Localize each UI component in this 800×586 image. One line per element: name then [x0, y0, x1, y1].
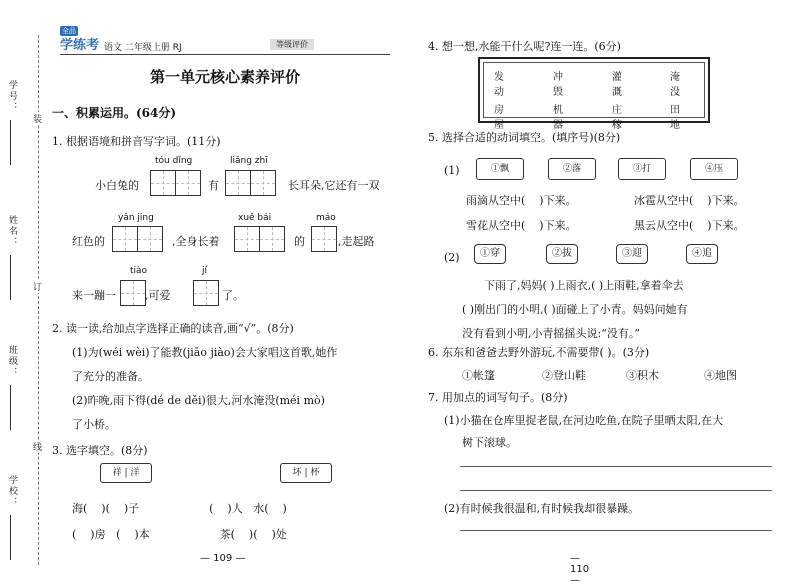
text: (: [72, 528, 77, 541]
text: )处: [271, 528, 287, 541]
q2-line: (2)昨晚,雨下得(dé de děi)很大,河水淹没(méi mò): [72, 394, 325, 407]
q1-stem: 1. 根据语境和拼音写字词。(11分): [52, 135, 221, 148]
section-heading: 一、积累运用。(64分): [52, 106, 177, 120]
text: )下来。: [539, 194, 577, 207]
text: ,走起路: [338, 235, 375, 248]
q5-passage: ( )刚出门的小明,( )面碰上了小青。妈妈问她有: [462, 303, 688, 316]
text: (: [209, 502, 214, 515]
match-word[interactable]: 田地: [670, 105, 680, 131]
q4-stem: 4. 想一想,水能干什么呢?连一连。(6分): [428, 40, 621, 53]
verb-tag: ③迎: [616, 244, 648, 264]
text: ): [282, 502, 287, 515]
match-word[interactable]: 庄稼: [612, 105, 622, 131]
pinyin: xuě bái: [238, 213, 272, 223]
cut-mark: 线: [33, 440, 42, 453]
q2-line: 了充分的准备。: [72, 370, 149, 383]
match-word[interactable]: 机器: [553, 105, 563, 131]
text: 小白兔的: [95, 179, 139, 192]
q7-stem: 7. 用加点的词写句子。(8分): [428, 391, 568, 404]
text: ,可爱: [145, 289, 171, 302]
grade-tag: 等级评价: [270, 39, 314, 50]
text: 长耳朵,它还有一双: [288, 179, 380, 192]
text: ,全身长着: [172, 235, 220, 248]
verb-scroll: ①飘: [476, 158, 524, 180]
page-number: — 110 —: [570, 553, 590, 586]
q5-sentence: [634, 217, 745, 233]
text: )人: [227, 502, 243, 515]
book-info: 语文 二年级上册 RJ: [104, 43, 182, 53]
text: 茶(: [219, 528, 235, 541]
pinyin: liǎng zhī: [230, 156, 268, 166]
pinyin: jí: [202, 266, 208, 276]
text: 有: [208, 179, 219, 192]
text: (: [116, 528, 121, 541]
text: )(: [248, 528, 258, 541]
text: 红色的: [72, 235, 105, 248]
match-word[interactable]: 发动: [494, 72, 504, 98]
pinyin: yǎn jing: [118, 213, 154, 223]
verb-tag: ②拔: [546, 244, 578, 264]
option[interactable]: ①帐篷: [462, 369, 495, 382]
text: )下来。: [707, 219, 745, 232]
text: 海(: [72, 502, 88, 515]
text: 来一蹦一: [72, 289, 116, 302]
logo-top-text: 全品: [62, 27, 76, 35]
char: 杯: [310, 468, 320, 478]
cut-mark: 订: [33, 280, 42, 293]
char: 祥: [112, 468, 122, 478]
text: )本: [134, 528, 150, 541]
q5-stem: 5. 选择合适的动词填空。(填序号)(8分): [428, 131, 621, 144]
pinyin: tóu dǐng: [155, 156, 193, 166]
pinyin: tiào: [130, 266, 148, 276]
logo-main-text: 学练考: [60, 38, 100, 53]
text: )子: [123, 502, 140, 515]
text: )下来。: [539, 219, 577, 232]
q5-passage: 没有看到小明,小青摇摇头说:“没有。”: [462, 327, 640, 340]
q2-line: 了小桥。: [72, 418, 116, 431]
q7-sentence: 树下滚球。: [462, 436, 517, 449]
q5-sentence: [466, 217, 577, 233]
answer-line[interactable]: [460, 530, 772, 531]
text: 雪花从空中(: [466, 219, 526, 232]
q7-sentence: (1)小猫在仓库里捉老鼠,在河边吃鱼,在院子里晒太阳,在大: [444, 414, 724, 427]
text: 黑云从空中(: [634, 219, 694, 232]
q5-passage: 下雨了,妈妈( )上雨衣,( )上雨鞋,拿着伞去: [484, 279, 684, 292]
char-pair-scroll: 祥 | 洋: [100, 463, 152, 483]
verb-tag: ①穿: [474, 244, 506, 264]
cut-mark: 装: [33, 112, 42, 125]
text: )房: [90, 528, 106, 541]
q2-line: (1)为(wéi wèi)了能教(jiāo jiào)会大家唱这首歌,她作: [72, 346, 338, 359]
char: 坏: [292, 468, 302, 478]
verb-scroll: ②落: [548, 158, 596, 180]
verb-scroll: ③打: [618, 158, 666, 180]
match-word[interactable]: 灌溉: [612, 72, 622, 98]
verb-tag: ④追: [686, 244, 718, 264]
text: 了。: [222, 289, 244, 302]
text: 冰雹从空中(: [634, 194, 694, 207]
pinyin: máo: [316, 213, 336, 223]
part-label: (2): [444, 251, 460, 264]
q5-sentence: [634, 192, 745, 208]
student-id-label: 学号：: [7, 80, 17, 113]
q6-stem: 6. 东东和爸爸去野外游玩,不需要带( )。(3分): [428, 346, 650, 359]
option[interactable]: ③积木: [626, 369, 659, 382]
char-pair-scroll: 坏 | 杯: [280, 463, 332, 483]
option[interactable]: ②登山鞋: [542, 369, 586, 382]
answer-line[interactable]: [460, 490, 772, 491]
text: )(: [101, 502, 110, 515]
school-label: 学校：: [7, 475, 17, 508]
part-label: (1): [444, 164, 460, 177]
name-label: 姓名：: [7, 215, 17, 248]
text: 雨滴从空中(: [466, 194, 526, 207]
text: )下来。: [707, 194, 745, 207]
q7-sentence: (2)有时候我很温和,有时候我却很暴躁。: [444, 502, 640, 515]
option[interactable]: ④地图: [704, 369, 737, 382]
match-word[interactable]: 淹没: [670, 72, 680, 98]
answer-line[interactable]: [460, 466, 772, 467]
q3-stem: 3. 选字填空。(8分): [52, 444, 148, 457]
match-word[interactable]: 冲毁: [553, 72, 563, 98]
char: 洋: [130, 468, 140, 478]
text: 水(: [253, 502, 269, 515]
match-word[interactable]: 房屋: [494, 105, 504, 131]
text: 的: [294, 235, 305, 248]
verb-scroll: ④压: [690, 158, 738, 180]
class-label: 班级：: [7, 345, 17, 378]
page-number: — 109 —: [200, 553, 246, 564]
q2-stem: 2. 读一读,给加点字选择正确的读音,画“√”。(8分): [52, 322, 294, 335]
q5-sentence: [466, 192, 577, 208]
page-title: 第一单元核心素养评价: [149, 68, 300, 86]
